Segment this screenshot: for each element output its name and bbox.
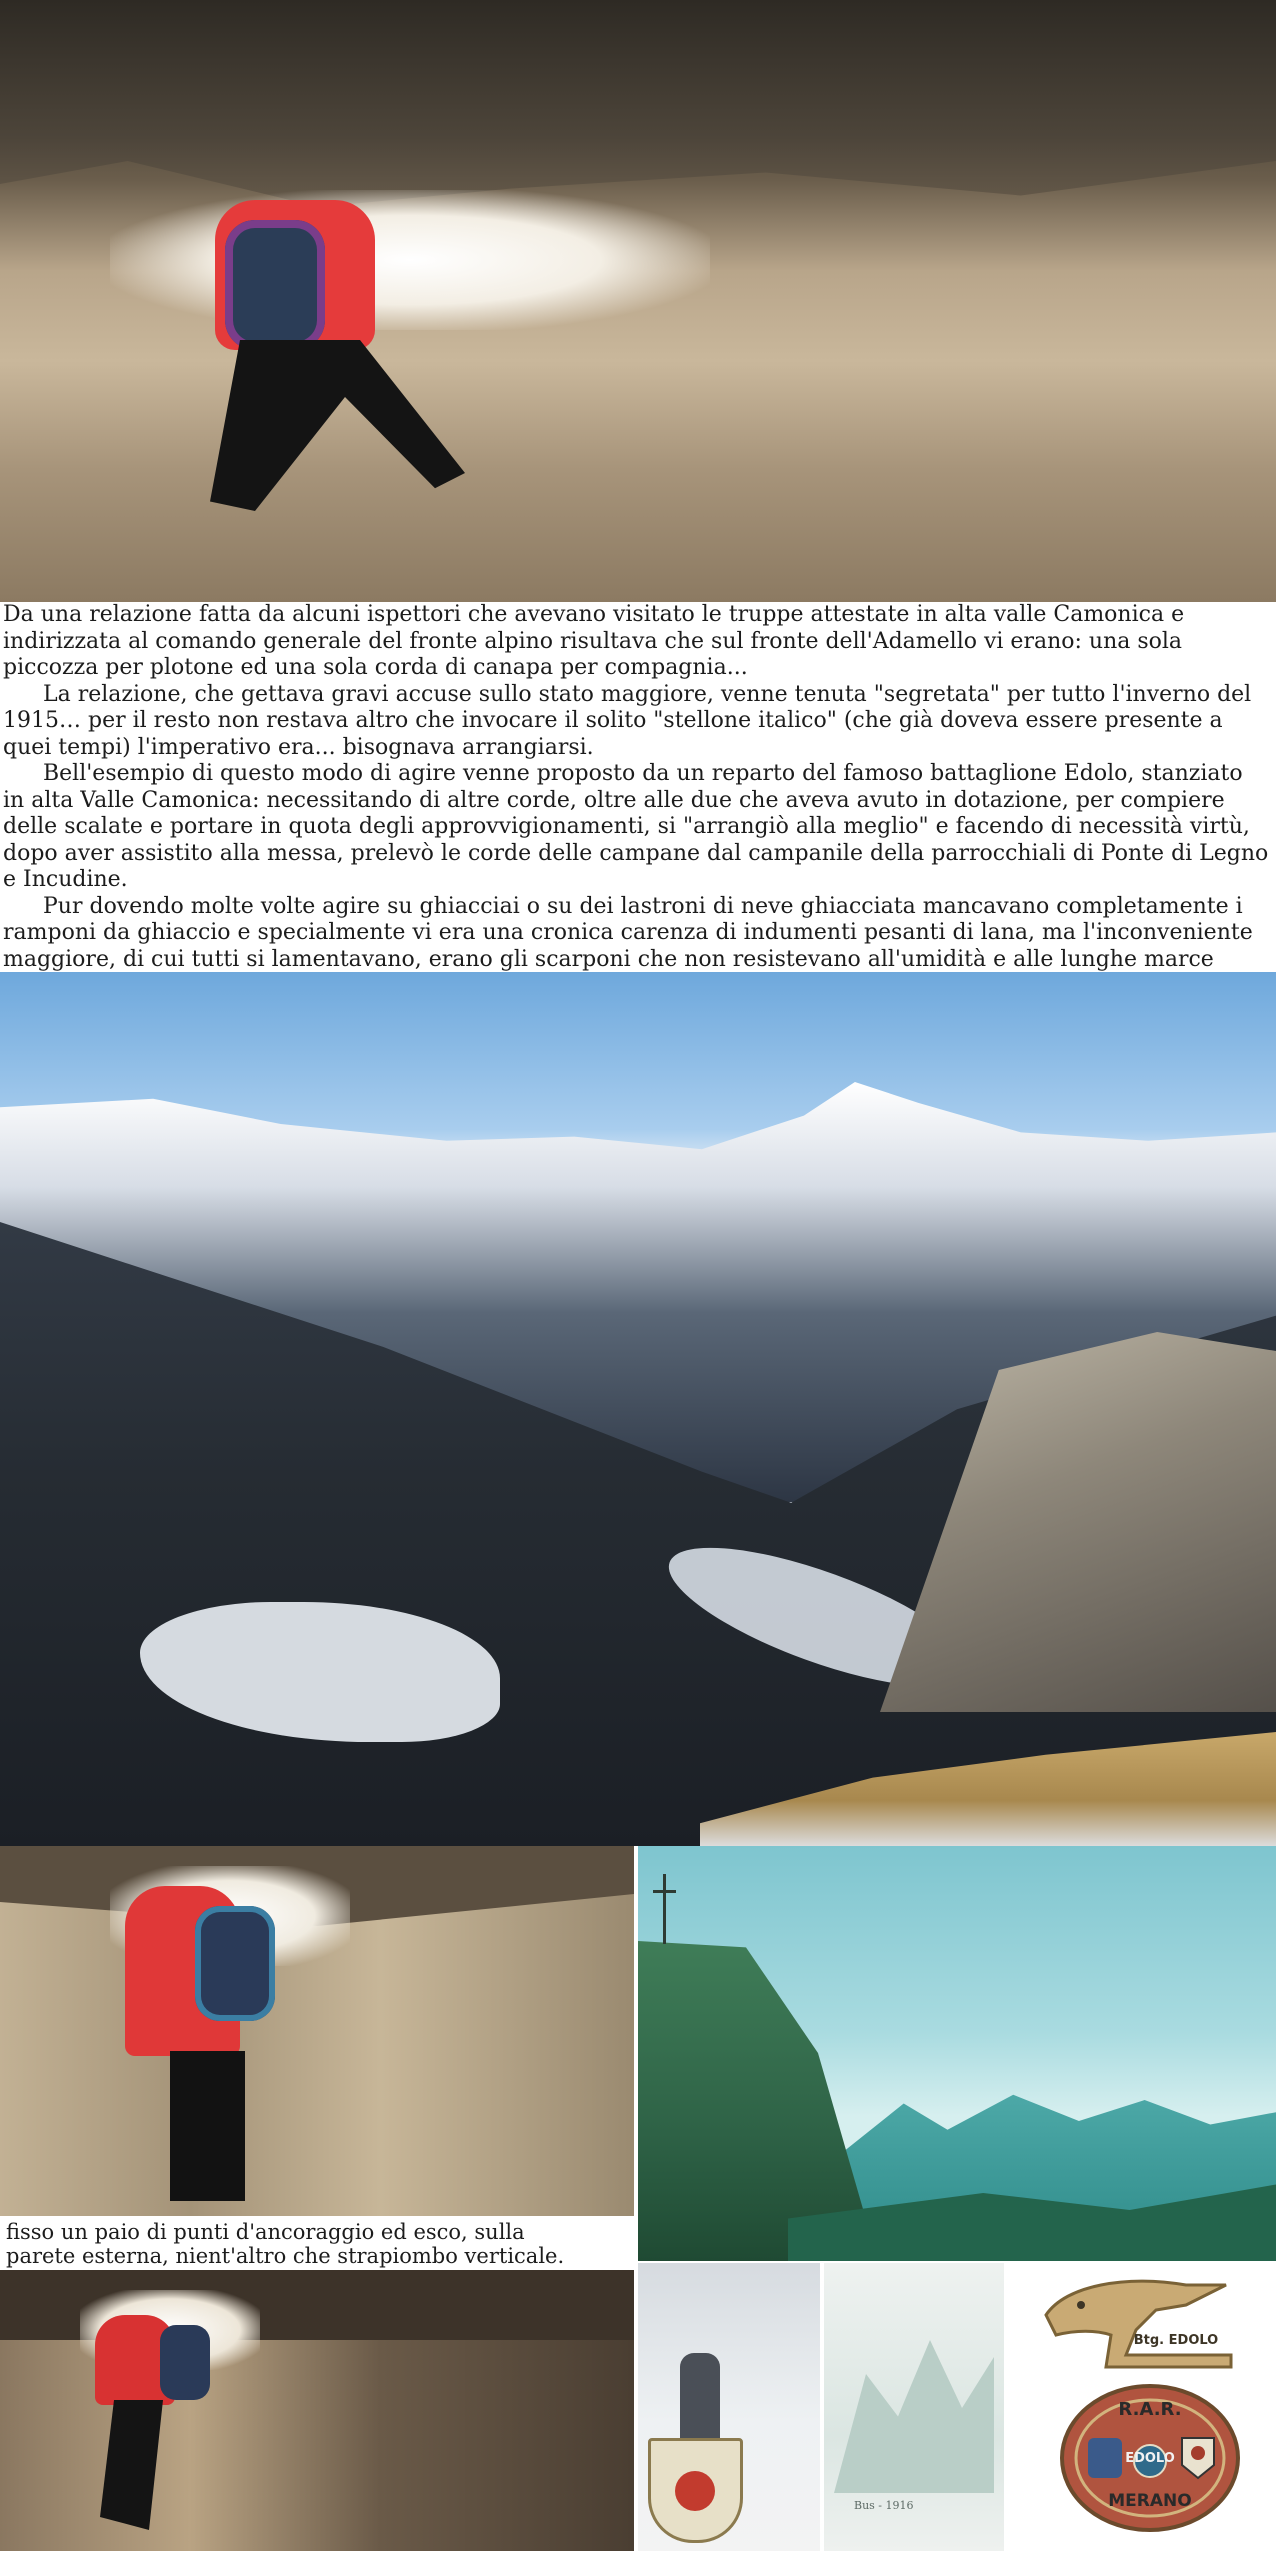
- summit-cross-arm: [653, 1890, 676, 1893]
- coat-of-arms-icon: [648, 2438, 743, 2543]
- postcard-mountain-troops: [824, 2263, 1004, 2551]
- tunnel-opening: [110, 190, 710, 330]
- postcard-alpino: [638, 2263, 820, 2551]
- postcard-peaks: [834, 2323, 994, 2493]
- climber-legs: [180, 340, 480, 530]
- caption-line-2: parete esterna, nient'altro che strapiombo verticale.: [6, 2244, 565, 2268]
- postcard-caption: Bus - 1916: [854, 2499, 914, 2512]
- photo-climber-tunnel-top: [0, 0, 1276, 602]
- crest-emblem: [675, 2471, 715, 2511]
- photo-climber-crevice: [0, 1846, 634, 2216]
- climber-backpack: [195, 1906, 275, 2021]
- photo-alpine-valley: [0, 972, 1276, 1846]
- badges-panel: [1006, 2263, 1276, 2551]
- rar-badge-mid-text: EDOLO: [1125, 2451, 1175, 2466]
- eagle-badge-label: Btg. EDOLO: [1133, 2333, 1219, 2348]
- article-paragraph-4: Pur dovendo molte volte agire su ghiacciai o su dei lastroni di neve ghiacciata mancavano completamente i ramponi da ghiaccio e specialmente vi era una cronica carenza di indumenti pesanti di lana, ma l'inconveniente maggiore, di cui tutti si lamentavano, erano gli scarponi che non resistevano all'umidità e alle lunghe marce: [3, 893, 1253, 972]
- summit-cross-icon: [663, 1874, 666, 1944]
- eagle-badge-icon: [1036, 2275, 1236, 2375]
- alpino-figure: [680, 2353, 720, 2443]
- photo-summit-cross: [638, 1846, 1276, 2261]
- article-text: [0, 602, 1276, 972]
- photo-caption: [0, 2216, 634, 2270]
- climber-legs: [170, 2051, 245, 2201]
- climber-legs: [100, 2400, 170, 2530]
- caption-line-1: fisso un paio di punti d'ancoraggio ed esco, sulla: [6, 2220, 525, 2244]
- article-paragraph-2: La relazione, che gettava gravi accuse sullo stato maggiore, venne tenuta "segretata" per tutto l'inverno del 1915… per il resto non restava altro che invocare il solito "stellone italico" (che già doveva essere presente a quei tempi) l'imperativo era... bisognava arrangiarsi.: [3, 681, 1252, 760]
- climber-backpack: [160, 2325, 210, 2400]
- photo-climber-exit: [0, 2270, 634, 2551]
- rar-badge: [1058, 2383, 1242, 2533]
- rar-badge-bottom-text: MERANO: [1108, 2491, 1192, 2511]
- article-paragraph-1: Da una relazione fatta da alcuni ispettori che avevano visitato le truppe attestate in alta valle Camonica e indirizzata al comando generale del fronte alpino risultava che sul fronte dell'Adamello vi erano: una sola piccozza per plotone ed una sola corda di canapa per compagnia...: [3, 602, 1185, 680]
- climber-backpack: [225, 220, 325, 350]
- article-paragraph-3: Bell'esempio di questo modo di agire venne proposto da un reparto del famoso battaglione Edolo, stanziato in alta Valle Camonica: necessitando di altre corde, oltre alle due che aveva avuto in dotazione, per compiere delle scalate e portare in quota degli approvvigionamenti, si "arrangiò alla meglio" e facendo di necessità virtù, dopo aver assistito alla messa, prelevò le corde delle campane dal campanile della parrocchiali di Ponte di Legno e Incudine.: [3, 761, 1269, 892]
- rar-badge-top-text: R.A.R.: [1118, 2399, 1182, 2420]
